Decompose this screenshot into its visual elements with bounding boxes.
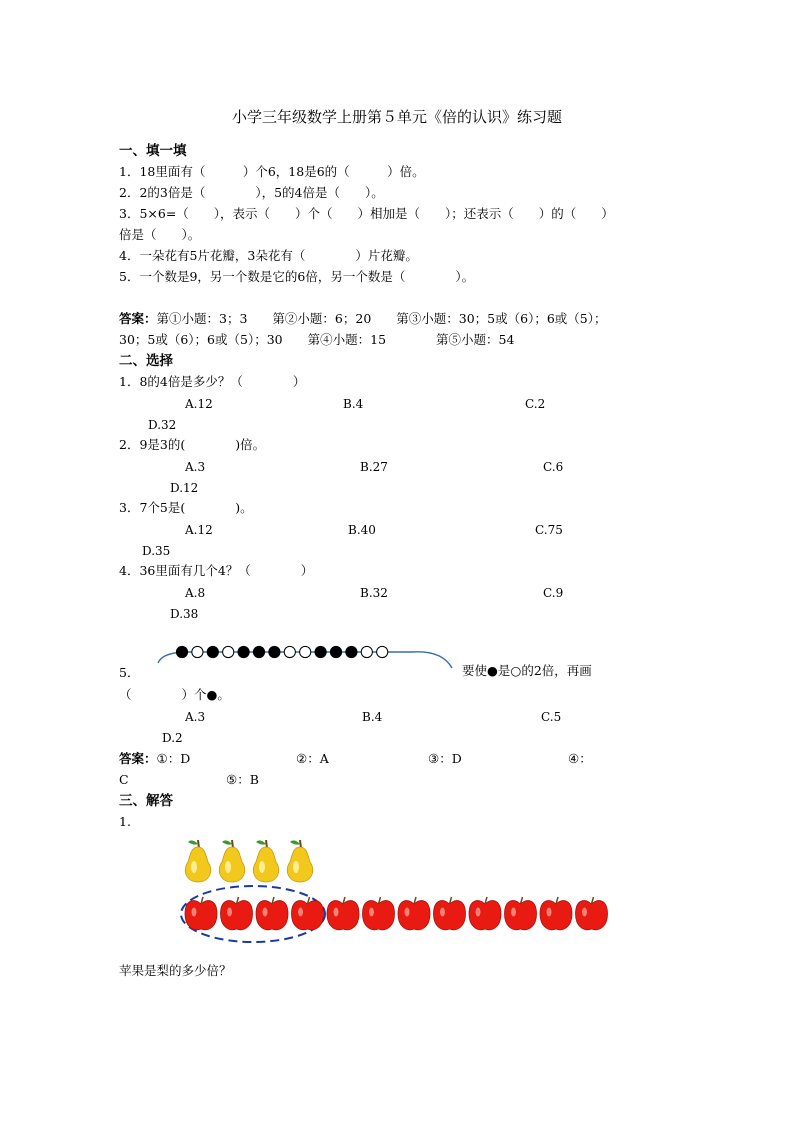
section2-q3: 3．7个5是( )。 xyxy=(119,500,253,515)
apple-icon xyxy=(398,897,430,930)
filled-dot xyxy=(315,646,326,657)
answer-item: ②：A xyxy=(296,751,329,766)
filled-dot xyxy=(176,646,187,657)
answer-item: ④： xyxy=(568,751,592,766)
section1-heading: 一、填一填 xyxy=(119,143,187,159)
empty-dot xyxy=(377,646,388,657)
fruit-picture xyxy=(176,834,616,950)
apple-icon xyxy=(292,897,324,930)
apple-icon xyxy=(363,897,395,930)
q1-option-c: C.2 xyxy=(525,397,546,411)
filled-dot xyxy=(253,646,264,657)
q5-option-d: D.2 xyxy=(162,731,183,745)
apple-icon xyxy=(576,897,608,930)
empty-dot xyxy=(284,646,295,657)
dots-diagram xyxy=(150,636,460,676)
q5-option-a: A.3 xyxy=(185,710,206,724)
q4-option-c: C.9 xyxy=(543,586,564,600)
filled-dot xyxy=(207,646,218,657)
section2-heading: 二、选择 xyxy=(119,353,173,369)
apple-icon xyxy=(469,897,501,930)
empty-dot xyxy=(192,646,203,657)
pear-icon xyxy=(253,840,279,882)
q3-option-a: A.12 xyxy=(185,523,213,537)
apple-icon xyxy=(221,897,253,930)
filled-dot xyxy=(269,646,280,657)
section2-answer xyxy=(119,750,190,768)
section3-question: 苹果是梨的多少倍？ xyxy=(119,963,232,978)
section2-q5-number: 5． xyxy=(119,665,140,680)
q1-option-a: A.12 xyxy=(185,397,213,411)
apple-icon xyxy=(505,897,537,930)
apple-icon xyxy=(327,897,359,930)
filled-dot xyxy=(238,646,249,657)
q4-option-d: D.38 xyxy=(170,607,199,621)
section3-q1-number: 1. xyxy=(119,814,131,829)
answer-label: 答案： xyxy=(119,751,157,766)
answer-item: C xyxy=(119,772,129,787)
pear-icon xyxy=(287,840,313,882)
empty-dot xyxy=(223,646,234,657)
page-title: 小学三年级数学上册第５单元《倍的认识》练习题 xyxy=(231,108,562,126)
answer-item: ①：D xyxy=(156,751,191,766)
q3-option-c: C.75 xyxy=(535,523,563,537)
answer-item: ③：D xyxy=(428,751,462,766)
section1-q1: 1．18里面有（ ）个6，18是6的（ ）倍。 xyxy=(119,164,425,179)
section1-q5: 5．一个数是9，另一个数是它的6倍，另一个数是（ ）。 xyxy=(119,269,475,284)
answer-label: 答案： xyxy=(119,311,157,326)
q4-option-a: A.8 xyxy=(185,586,206,600)
section2-q5-line2: （ ）个●。 xyxy=(119,687,230,702)
apple-icon xyxy=(256,897,288,930)
q5-option-c: C.5 xyxy=(541,710,562,724)
q1-option-b: B.4 xyxy=(343,397,364,411)
q3-option-b: B.40 xyxy=(348,523,376,537)
section1-answer-line2: 30；5或（6）；6或（5）；30 第④小题：15 第⑤小题：54 xyxy=(119,332,515,347)
apple-icon xyxy=(185,897,217,930)
pear-icon xyxy=(219,840,245,882)
q2-option-b: B.27 xyxy=(360,460,388,474)
section1-q3a: 3．5×6=（ ），表示（ ）个（ ）相加是（ ）；还表示（ ）的（ ） xyxy=(119,206,614,221)
filled-dot xyxy=(346,646,357,657)
q3-option-d: D.35 xyxy=(142,544,171,558)
q4-option-b: B.32 xyxy=(360,586,388,600)
section2-q1: 1．8的4倍是多少？（ ） xyxy=(119,374,306,389)
q2-option-d: D.12 xyxy=(170,481,199,495)
q2-option-a: A.3 xyxy=(185,460,206,474)
empty-dot xyxy=(300,646,311,657)
section1-q4: 4．一朵花有5片花瓣，3朵花有（ ）片花瓣。 xyxy=(119,248,418,263)
section1-answer xyxy=(119,310,607,328)
filled-dot xyxy=(330,646,341,657)
q2-option-c: C.6 xyxy=(543,460,564,474)
empty-dot xyxy=(361,646,372,657)
answer-text: 第①小题：3；3 第②小题：6；20 第③小题：30；5或（6）；6或（5）； xyxy=(156,311,607,326)
section3-heading: 三、解答 xyxy=(119,793,173,809)
answer-item: ⑤：B xyxy=(226,772,259,787)
apple-icon xyxy=(434,897,466,930)
q1-option-d: D.32 xyxy=(148,418,177,432)
section2-q5-right: 要使●是○的2倍，再画 xyxy=(462,663,592,678)
section1-q2: 2．2的3倍是（ ），5的4倍是（ ）。 xyxy=(119,185,384,200)
pear-icon xyxy=(185,840,211,882)
section1-q3b: 倍是（ ）。 xyxy=(119,227,201,242)
q5-option-b: B.4 xyxy=(362,710,383,724)
section2-q2: 2．9是3的( )倍。 xyxy=(119,437,266,452)
apple-icon xyxy=(540,897,572,930)
section2-q4: 4．36里面有几个4？（ ） xyxy=(119,563,314,578)
